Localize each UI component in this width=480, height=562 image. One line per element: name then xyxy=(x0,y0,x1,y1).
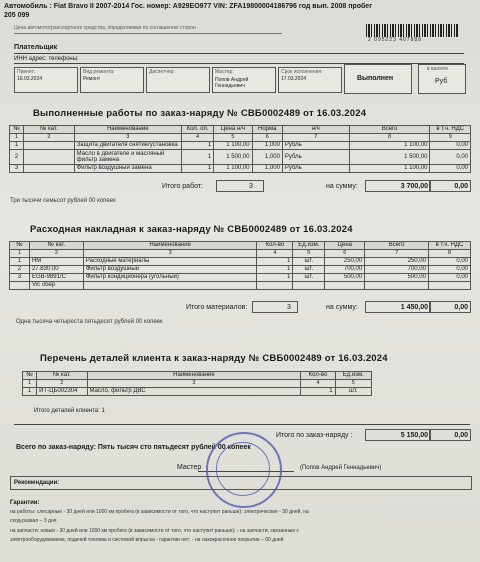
table-row: 1 Защита двигателя снятие/установка 1 1 100,00 1,000 Рубль 1 100,00 0,00 xyxy=(10,142,471,150)
guarantee-line: сход-развал – 3 дня xyxy=(10,518,57,524)
works-vat-box: 0,00 xyxy=(429,180,471,192)
works-table xyxy=(9,125,471,173)
grand-total-box: 5 150,00 xyxy=(365,429,431,441)
client-parts-table xyxy=(22,371,372,396)
grand-total-words: Всего по заказ-наряду: Пять тысяч сто пятьдесят рублей 00 копеек xyxy=(16,444,251,451)
client-parts-total: Итого деталей клиента: 1 xyxy=(34,408,105,414)
materials-table xyxy=(9,241,471,290)
works-sum-label: на сумму: xyxy=(326,183,358,190)
works-sum-box: 3 700,00 xyxy=(365,180,431,192)
materials-title: Расходная накладная к заказ-наряду № СВБ0002489 от 16.03.2024 xyxy=(30,224,353,235)
client-parts-header-row: № № кат. Наименование Кол-во Ед.изм. xyxy=(23,372,372,380)
materials-header-row: № № кат. Наименование Кол-во Ед.изм. Цена Всего в т.ч. НДС xyxy=(10,242,471,250)
info-box-dispatcher: Диспетчер: xyxy=(146,67,210,93)
vehicle-line: Автомобиль : Fiat Bravo II 2007-2014 Гос. номер: A929EO977 VIN: ZFA19800004186796 год вып. 2008 пробег xyxy=(4,3,373,10)
table-row: 3 EGB-9891/C Фильтр кондиционера (угольный) 1 шт. 500,00 500,00 0,00 xyxy=(10,274,471,282)
barcode xyxy=(366,24,458,37)
status-text: Выполнен xyxy=(357,75,394,82)
works-words: Три тысячи семьсот рублей 00 копеек xyxy=(10,198,116,204)
price-line xyxy=(14,33,282,34)
barcode-number: 2 095223 407888 xyxy=(368,37,422,43)
table-row: 1 НМ Расходные материалы 1 шт. 250,00 250,00 0,00 xyxy=(10,258,471,266)
guarantee-line: на запчасти: новые - 30 дней или 1000 км пробега (в зависимости от того, что наступит раньше); - на запчасти, связанные с xyxy=(10,528,300,534)
grand-total-label: Итого по заказ-наряду : xyxy=(276,432,353,439)
master-name: (Попов Андрей Геннадьевич) xyxy=(300,465,382,471)
materials-vat-box: 0,00 xyxy=(429,301,471,313)
table-row: 2 Масло в двигателе и масляный фильтр замена 1 1 500,00 1,000 Рубль 1 500,00 0,00 xyxy=(10,150,471,165)
payer-label: Плательщик xyxy=(14,44,58,51)
payer-line xyxy=(14,53,464,54)
materials-number-row: 1 2 3 4 5 6 7 8 xyxy=(10,250,471,258)
works-number-row: 1 2 3 4 5 6 7 8 9 xyxy=(10,134,471,142)
table-row: 1 ИТ-ЦБ002304 Масло, фильтр ДВС 1 шт. xyxy=(23,388,372,396)
inn-line: ИНН адрес: телефоны: xyxy=(14,56,79,62)
guarantee-line: на работы: слесарные - 30 дней или 1000 км пробега (в зависимости от того, что наступит раньше); электрические - 30 дней, на xyxy=(10,509,309,515)
works-total-count-box: 3 xyxy=(216,180,264,192)
materials-total-label: Итого материалов: xyxy=(186,304,248,311)
table-row: 2 27.830.00 Фильтр воздушный 1 шт. 700,00 700,00 0,00 xyxy=(10,266,471,274)
status-box xyxy=(344,64,412,94)
currency-box: в валюте Руб xyxy=(418,64,466,94)
table-row: Vic обер xyxy=(10,282,471,290)
info-box-accepted: Принят: 16.03.2024 xyxy=(14,67,78,93)
materials-sum-label: на сумму: xyxy=(326,304,358,311)
client-parts-number-row: 1 2 3 4 5 xyxy=(23,380,372,388)
mileage-value: 205 099 xyxy=(4,12,30,19)
materials-sum-box: 1 450,00 xyxy=(365,301,431,313)
recommendations-box: Рекомендации: xyxy=(10,476,472,490)
info-box-deadline: Срок исполнения: 17.03.2024 xyxy=(278,67,342,93)
info-box-master: Мастер: Попов Андрей Геннадьевич xyxy=(212,67,276,93)
client-parts-title: Перечень деталей клиента к заказ-наряду № СВБ0002489 от 16.03.2024 xyxy=(40,353,388,364)
table-row: 3 Фильтр воздушный замена 1 1 100,00 1,000 Рубль 1 100,00 0,00 xyxy=(10,165,471,173)
guarantee-title: Гарантии: xyxy=(10,500,40,506)
works-total-label: Итого работ: xyxy=(162,183,203,190)
works-header-row: № № кат. Наименование Кол. оп. Цена н/ч Норма н/ч Всего в т.ч. НДС xyxy=(10,126,471,134)
grand-total-rule xyxy=(14,424,470,425)
guarantee-line: электрооборудованием, подачей топлива и системой впрыска - гарантии нет; - на лакокрасочное покрытие – 60 дней xyxy=(10,537,284,543)
info-box-repair-type: Вид ремонта: Ремонт xyxy=(80,67,144,93)
company-stamp xyxy=(206,432,282,508)
grand-total-vat-box: 0,00 xyxy=(429,429,471,441)
master-label: Мастер xyxy=(177,464,202,471)
materials-words: Одна тысяча четыреста пятьдесят рублей 00 копеек xyxy=(16,319,163,325)
works-title: Выполненные работы по заказ-наряду № СВБ0002489 от 16.03.2024 xyxy=(33,108,367,119)
materials-total-count-box: 3 xyxy=(252,301,298,313)
price-note: Цена автомототранспортного средства, определяемая по соглашению сторон xyxy=(14,25,196,31)
currency-value: Руб xyxy=(435,78,448,85)
